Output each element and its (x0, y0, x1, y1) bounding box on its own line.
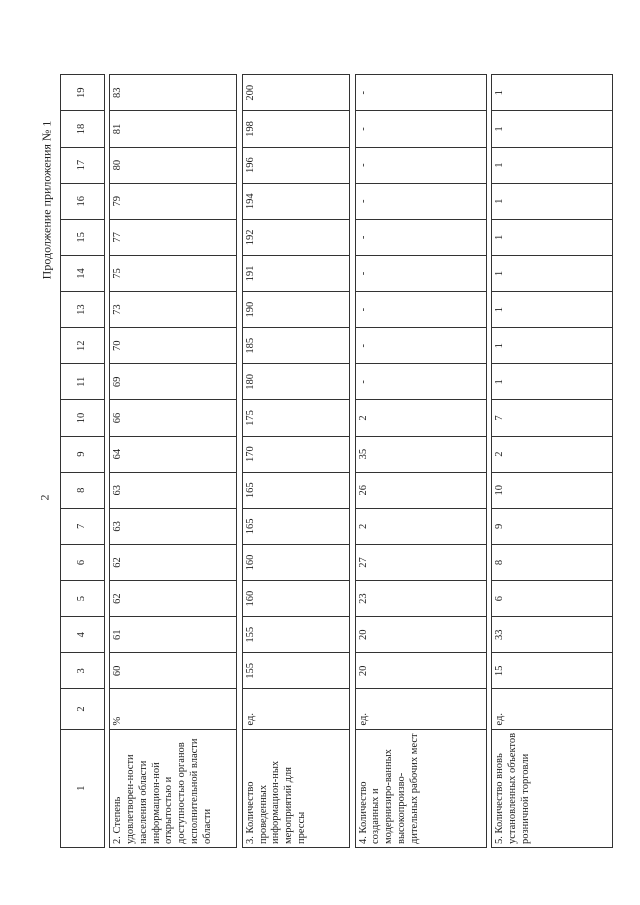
indicator-name: 2. Степень удовлетворен-ности населения области информацион-ной открытостью и доступностью органов исполнительной власти области (110, 729, 237, 847)
value-cell: - (355, 255, 486, 291)
value-cell: 1 (492, 183, 613, 219)
value-cell: 23 (355, 581, 486, 617)
column-header: 1 (61, 729, 105, 847)
column-header: 10 (61, 400, 105, 436)
value-cell: 175 (242, 400, 349, 436)
value-cell: 190 (242, 292, 349, 328)
value-cell: 192 (242, 219, 349, 255)
column-header: 4 (61, 617, 105, 653)
table-row (242, 75, 349, 848)
value-cell: 165 (242, 508, 349, 544)
value-cell: 1 (492, 75, 613, 111)
column-header: 11 (61, 364, 105, 400)
unit-cell: ед. (355, 689, 486, 729)
value-cell: 1 (492, 147, 613, 183)
unit-cell: ед. (492, 689, 613, 729)
column-header: 3 (61, 653, 105, 689)
value-cell: 66 (110, 400, 237, 436)
value-cell: 200 (242, 75, 349, 111)
value-cell: 160 (242, 544, 349, 580)
value-cell: 185 (242, 328, 349, 364)
value-cell: - (355, 111, 486, 147)
value-cell: - (355, 183, 486, 219)
value-cell: 80 (110, 147, 237, 183)
value-cell: 20 (355, 653, 486, 689)
value-cell: - (355, 219, 486, 255)
column-header: 9 (61, 436, 105, 472)
value-cell: 63 (110, 508, 237, 544)
value-cell: - (355, 328, 486, 364)
value-cell: 83 (110, 75, 237, 111)
column-header: 15 (61, 219, 105, 255)
column-header: 17 (61, 147, 105, 183)
value-cell: 1 (492, 219, 613, 255)
value-cell: 15 (492, 653, 613, 689)
value-cell: 6 (492, 581, 613, 617)
unit-cell: % (110, 689, 237, 729)
page-number: 2 (37, 494, 52, 501)
value-cell: 10 (492, 472, 613, 508)
value-cell: 155 (242, 653, 349, 689)
value-cell: - (355, 292, 486, 328)
value-cell: 7 (492, 400, 613, 436)
value-cell: 61 (110, 617, 237, 653)
value-cell: 2 (355, 508, 486, 544)
value-cell: 26 (355, 472, 486, 508)
value-cell: 62 (110, 544, 237, 580)
value-cell: 77 (110, 219, 237, 255)
value-cell: 170 (242, 436, 349, 472)
value-cell: 198 (242, 111, 349, 147)
value-cell: 79 (110, 183, 237, 219)
indicator-name: 3. Количество проведенных информацион-ных мероприятий для прессы (242, 729, 349, 847)
value-cell: 70 (110, 328, 237, 364)
value-cell: 165 (242, 472, 349, 508)
value-cell: 73 (110, 292, 237, 328)
value-cell: 160 (242, 581, 349, 617)
value-cell: 35 (355, 436, 486, 472)
value-cell: 1 (492, 111, 613, 147)
unit-cell: ед. (242, 689, 349, 729)
value-cell: 63 (110, 472, 237, 508)
value-cell: 75 (110, 255, 237, 291)
value-cell: 69 (110, 364, 237, 400)
value-cell: 33 (492, 617, 613, 653)
indicator-name: 5. Количество вновь установленных объектов розничной торговли (492, 729, 613, 847)
value-cell: 8 (492, 544, 613, 580)
column-header: 19 (61, 75, 105, 111)
indicators-table-container (60, 74, 613, 848)
header-row (61, 75, 105, 848)
table-row (492, 75, 613, 848)
value-cell: 2 (355, 400, 486, 436)
value-cell: 191 (242, 255, 349, 291)
value-cell: - (355, 147, 486, 183)
indicators-table (60, 74, 613, 848)
column-header: 5 (61, 581, 105, 617)
column-header: 8 (61, 472, 105, 508)
value-cell: 194 (242, 183, 349, 219)
value-cell: - (355, 364, 486, 400)
value-cell: 20 (355, 617, 486, 653)
value-cell: 155 (242, 617, 349, 653)
column-header: 2 (61, 689, 105, 729)
column-header: 7 (61, 508, 105, 544)
value-cell: 180 (242, 364, 349, 400)
column-header: 13 (61, 292, 105, 328)
table-row (355, 75, 486, 848)
value-cell: 64 (110, 436, 237, 472)
column-header: 14 (61, 255, 105, 291)
value-cell: 62 (110, 581, 237, 617)
value-cell: 196 (242, 147, 349, 183)
indicator-name: 4. Количество созданных и модернизиро-ванных высокопроизво-дительных рабочих мест (355, 729, 486, 847)
value-cell: - (355, 75, 486, 111)
value-cell: 1 (492, 292, 613, 328)
value-cell: 1 (492, 328, 613, 364)
value-cell: 2 (492, 436, 613, 472)
value-cell: 1 (492, 364, 613, 400)
column-header: 12 (61, 328, 105, 364)
value-cell: 9 (492, 508, 613, 544)
table-row (110, 75, 237, 848)
column-header: 18 (61, 111, 105, 147)
value-cell: 1 (492, 255, 613, 291)
column-header: 6 (61, 544, 105, 580)
column-header: 16 (61, 183, 105, 219)
value-cell: 81 (110, 111, 237, 147)
value-cell: 27 (355, 544, 486, 580)
value-cell: 60 (110, 653, 237, 689)
